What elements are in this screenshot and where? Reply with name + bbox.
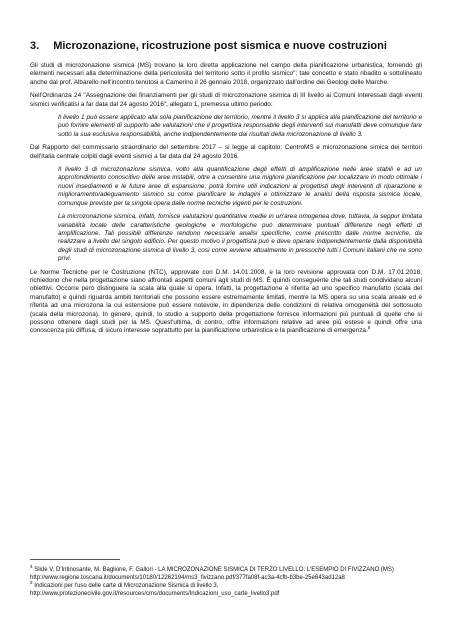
paragraph-text: Le Norme Tecniche per le Costruzione (NTC), approvate con D.M. 14.01.2008, e la loro revisione approvata con D.M. 17.01.2018, richiedono che nella progettazione siano affrontati aspetti comuni agli studi di MS. È quindi conseguente che tali studi condividano alcuni obiettivi. Occorre però distinguere la scala alla quale si opera. Infatti, la progettazione è riferita ad uno specifico manufatto (scala del manufatto) e quindi riguarda ambiti territoriali che possono essere estremamente limitati, mentre la MS opera su una scala areale ed è riferita ad una microzona la cui estensione può essere notevole, in dipendenza delle condizioni di relativa omogeneità del sottosuolo (scala della microzona). In genere, quindi, lo studio a supporto della progettazione fornisce informazioni più puntuali di quelle che si possono ottenere dagli studi per la MS. Quest'ultima, di contro, offre informazioni relative ad aree più estese e quindi offre una conoscenza più diffusa, di sicuro interesse soprattutto per la pianificazione urbanistica e la pianificazione di emergenza. bbox=[30, 268, 422, 335]
paragraph bbox=[30, 269, 422, 336]
body-text bbox=[30, 62, 422, 341]
section-title: Microzonazione, ricostruzione post sismica e nuove costruzioni bbox=[53, 40, 387, 52]
footnote-text: Slide V. D'Intinosante, M. Baglione, F. Gallori - LA MICROZONAZIONE SISMICA DI TERZO LIVELLO: L'ESEMPIO DI FIVIZZANO (MS) bbox=[34, 567, 394, 573]
footnote-link[interactable]: http://www.protezionecivile.gov.it/resources/cms/documents/Indicazioni_uso_carte_livello3.pdf bbox=[30, 591, 280, 597]
footnotes bbox=[30, 566, 425, 598]
paragraph: Gli studi di microzonazione sismica (MS) trovano la loro diretta applicazione nel campo della pianificazione urbanistica, fornendo gli elementi necessari alla determinazione della pericolosità del territorio sotto il profilo sismico"; tale concetto è stato ribadito e sottolineato anche dal prof. Albarello nell'incontro tenutosi a Camerino il 26 gennaio 2018, organizzato dall'ordine dei Geologi delle Marche. bbox=[30, 62, 422, 86]
footnote-ref[interactable]: 5 bbox=[367, 325, 371, 331]
paragraph: Nell'Ordinanza 24 "Assegnazione dei finanziamenti per gli studi di microzonazione sismica di III livello ai Comuni interessati dagli eventi sismici verificatisi a far data dal 24 agosto 2016", allegato 1, premessa ultimo periodo: bbox=[30, 92, 422, 108]
footnote-mark: 5 bbox=[30, 580, 33, 585]
section-number: 3. bbox=[30, 40, 40, 52]
quote-block: Il livello 3 di microzonazione sismica, volto alla quantificazione degli effetti di amplificazione nelle aree stabili e ad un approfondimento conoscitivo delle aree instabili, oltre a consentire una migliore pianificazione per localizzare in modo ottimale i nuovi insediamenti e le future aree di espansione, potrà fornire utili indicazioni ai progettisti degli interventi di riparazione e miglioramento/adeguamento sismico su come pianificare le indagini e ottimizzare le analisi della risposta sismica locale, comunque previste per la singola opera dalle norme tecniche vigenti per le costruzioni. bbox=[58, 166, 422, 207]
quote-block: Il livello 1 può essere applicato alla sola pianificazione del territorio, mentre il livello 3 si applica alla pianificazione del territorio e può fornire elementi di supporto alle valutazioni che il progettista responsabile degli interventi sui manufatti deve comunque fare sotto la sua esclusiva responsabilità, anche indipendentemente dai risultati della microzonazione di livello 3. bbox=[58, 114, 422, 138]
quote-block: La microzonazione sismica, infatti, fornisce valutazioni quantitative medie in un'area omogenea dove, tuttavia, la seppur limitata variabilità locale delle caratteristiche geologiche e morfologiche può determinare puntuali differenze negli effetti di amplificazione. Tali possibili differenze rendono necessarie analisi specifiche, come prescritto dalle norme tecniche, da realizzare a livello del singolo edificio. Per questo motivo il progettista può e deve operare indipendentemente dalla disponibilità degli studi di microzonazione sismica di livello 3, così come avviene attualmente in pressoché tutti i Comuni italiani che ne sono privi. bbox=[58, 213, 422, 263]
footnote-text: Indicazioni per l'uso delle carte di Microzonazione Sismica di livello 3, bbox=[34, 583, 219, 589]
section-heading bbox=[30, 40, 387, 52]
footnote-link[interactable]: http://www.regione.toscana.it/documents/10180/12262194/ms3_fivizzano.pdf/377fa08f-ac3a-4cfb-b3be-25e643ad12a8 bbox=[30, 575, 345, 581]
footnote bbox=[30, 566, 425, 574]
footnote bbox=[30, 582, 425, 590]
footnote-mark: 4 bbox=[30, 564, 33, 569]
footnote-divider bbox=[30, 559, 120, 560]
paragraph: Dal Rapporto del commissario straordinario del settembre 2017 – si legge al capitolo: CentroMS e microzonazione simica dei territori dell'Italia centrale colpiti dagli eventi sismici a far data dal 24 agosto 2016. bbox=[30, 144, 422, 160]
